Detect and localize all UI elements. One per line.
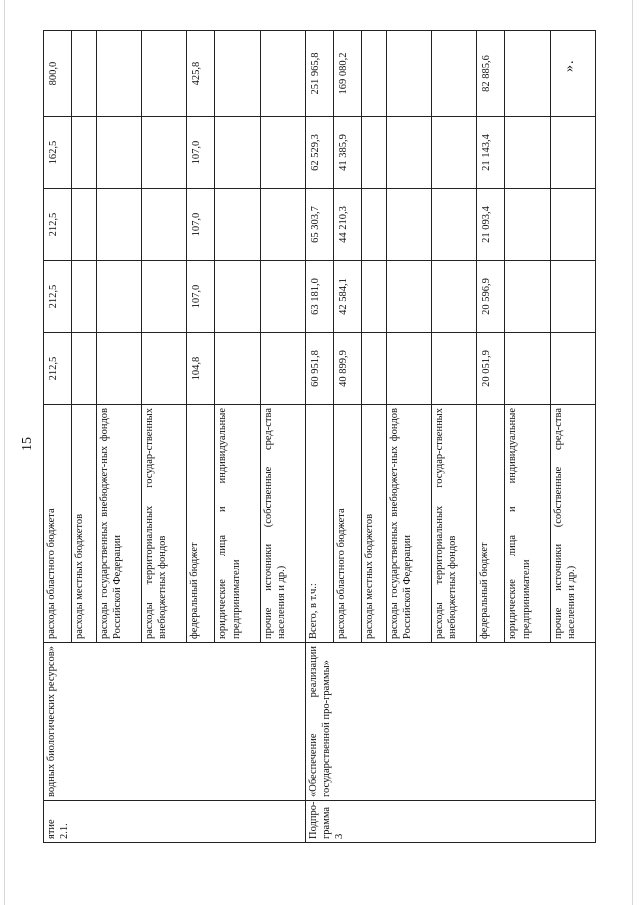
value-cell	[432, 261, 477, 333]
value-total	[505, 31, 550, 117]
value-cell: 20 051,9	[477, 333, 505, 405]
value-cell	[142, 261, 187, 333]
value-cell	[142, 117, 187, 189]
value-cell	[72, 117, 97, 189]
value-cell: 42 584,1	[333, 261, 361, 333]
value-cell: 62 529,3	[305, 117, 333, 189]
value-cell	[72, 333, 97, 405]
value-cell	[260, 261, 305, 333]
value-cell	[260, 189, 305, 261]
value-total: 800,0	[44, 31, 72, 117]
value-cell: 212,5	[44, 333, 72, 405]
value-cell	[215, 189, 260, 261]
scan-edge-right	[632, 0, 633, 905]
value-cell	[96, 261, 141, 333]
measure-code: ятие 2.1.	[44, 801, 306, 843]
value-cell	[96, 333, 141, 405]
table-row	[305, 31, 333, 843]
value-cell	[505, 261, 550, 333]
value-cell: 212,5	[44, 189, 72, 261]
page-number: 15	[20, 437, 35, 451]
value-total: 251 965,8	[305, 31, 333, 117]
value-cell: 40 899,9	[333, 333, 361, 405]
value-cell	[72, 189, 97, 261]
value-cell	[505, 117, 550, 189]
value-total	[386, 31, 431, 117]
funding-source: прочие источники (собственные сред-ства населения и др.)	[260, 405, 305, 643]
value-cell: 107,0	[187, 117, 215, 189]
funding-source: расходы государственных внебюджет-ных фондов Российской Федерации	[96, 405, 141, 643]
funding-source: юридические лица и индивидуальные предприниматели	[505, 405, 550, 643]
value-total	[432, 31, 477, 117]
value-cell	[550, 189, 595, 261]
value-cell	[72, 261, 97, 333]
value-total	[215, 31, 260, 117]
value-cell: 162,5	[44, 117, 72, 189]
value-total	[260, 31, 305, 117]
value-cell	[362, 333, 387, 405]
value-cell: 21 143,4	[477, 117, 505, 189]
value-cell	[550, 333, 595, 405]
closing-quote-mark: ».	[562, 59, 577, 72]
funding-source: расходы областного бюджета	[333, 405, 361, 643]
value-cell: 63 181,0	[305, 261, 333, 333]
funding-source: расходы областного бюджета	[44, 405, 72, 643]
value-cell: 21 093,4	[477, 189, 505, 261]
funding-table	[43, 30, 596, 843]
value-cell	[505, 333, 550, 405]
value-cell	[260, 117, 305, 189]
value-cell: 41 385,9	[333, 117, 361, 189]
funding-source: федеральный бюджет	[187, 405, 215, 643]
value-cell	[362, 189, 387, 261]
value-cell	[550, 117, 595, 189]
value-total	[142, 31, 187, 117]
value-cell	[260, 333, 305, 405]
funding-source: Всего, в т.ч.:	[305, 405, 333, 643]
value-cell	[386, 333, 431, 405]
funding-source: юридические лица и индивидуальные предприниматели	[215, 405, 260, 643]
funding-source: расходы территориальных государ-ственных внебюджетных фондов	[142, 405, 187, 643]
value-cell	[215, 333, 260, 405]
value-cell: 107,0	[187, 261, 215, 333]
value-cell	[432, 333, 477, 405]
value-cell	[142, 189, 187, 261]
value-total	[96, 31, 141, 117]
funding-source: прочие источники (собственные сред-ства населения и др.)	[550, 405, 595, 643]
funding-table-rotated	[43, 31, 596, 843]
value-cell: 104,8	[187, 333, 215, 405]
value-cell	[432, 189, 477, 261]
value-cell: 65 303,7	[305, 189, 333, 261]
value-cell: 212,5	[44, 261, 72, 333]
funding-source: расходы государственных внебюджет-ных фондов Российской Федерации	[386, 405, 431, 643]
value-cell	[362, 117, 387, 189]
scan-edge-left	[4, 0, 5, 905]
value-total: 82 885,6	[477, 31, 505, 117]
value-total: 425,8	[187, 31, 215, 117]
value-cell	[362, 261, 387, 333]
value-cell: 20 596,9	[477, 261, 505, 333]
funding-source: расходы территориальных государ-ственных внебюджетных фондов	[432, 405, 477, 643]
value-cell: 60 951,8	[305, 333, 333, 405]
value-cell	[386, 261, 431, 333]
value-cell: 44 210,3	[333, 189, 361, 261]
value-cell	[142, 333, 187, 405]
value-total: 169 080,2	[333, 31, 361, 117]
value-cell: 107,0	[187, 189, 215, 261]
value-total	[550, 31, 595, 117]
value-cell	[215, 261, 260, 333]
funding-source: расходы местных бюджетов	[362, 405, 387, 643]
value-cell	[386, 117, 431, 189]
funding-source: федеральный бюджет	[477, 405, 505, 643]
subprogram-code: Подпро-грамма 3	[305, 801, 595, 843]
value-cell	[96, 189, 141, 261]
value-cell	[505, 189, 550, 261]
value-cell	[386, 189, 431, 261]
value-cell	[215, 117, 260, 189]
funding-source: расходы местных бюджетов	[72, 405, 97, 643]
value-total	[72, 31, 97, 117]
value-cell	[96, 117, 141, 189]
subprogram-name: «Обеспечение реализации государственной про-граммы»	[305, 643, 595, 801]
value-cell	[432, 117, 477, 189]
value-total	[362, 31, 387, 117]
value-cell	[550, 261, 595, 333]
table-row	[44, 31, 72, 843]
measure-name: водных биологических ресурсов»	[44, 643, 306, 801]
